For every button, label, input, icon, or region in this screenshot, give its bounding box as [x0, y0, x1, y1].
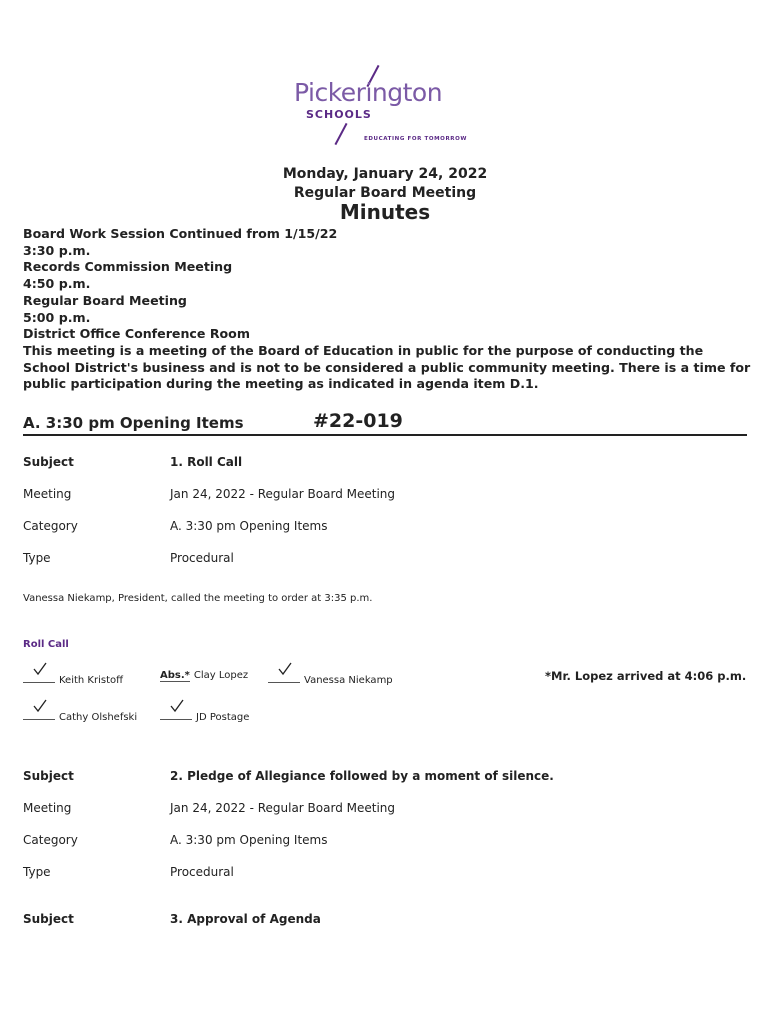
item2-category: A. 3:30 pm Opening Items [170, 833, 328, 847]
category-label: Category [23, 833, 78, 847]
check-icon [170, 699, 184, 713]
member-name: Keith Kristoff [59, 675, 124, 686]
section-number: #22-019 [313, 410, 403, 432]
logo-name: Pickerington [294, 78, 443, 107]
check-icon [33, 699, 47, 713]
item2-meeting: Jan 24, 2022 - Regular Board Meeting [170, 801, 396, 815]
logo-schools: SCHOOLS [306, 108, 372, 121]
roll-call-entry [23, 709, 137, 723]
member-name: Vanessa Niekamp [304, 675, 393, 686]
roll-call-entry [268, 672, 393, 686]
meeting-title: Regular Board Meeting [293, 185, 477, 201]
item1-subject: 1. Roll Call [170, 455, 243, 469]
meeting-label: Meeting [23, 801, 72, 815]
item1-category: A. 3:30 pm Opening Items [170, 519, 328, 533]
check-icon [278, 662, 292, 676]
logo-slash-bottom [334, 123, 347, 145]
item2-subject: 2. Pledge of Allegiance followed by a moment of silence. [170, 769, 554, 783]
meeting-label: Meeting [23, 487, 72, 501]
roll-call-entry [160, 709, 249, 723]
absent-mark: Abs.* [160, 670, 190, 681]
info-line: 3:30 p.m. [23, 242, 91, 258]
type-label: Type [23, 865, 51, 879]
info-line: Records Commission Meeting [23, 259, 233, 275]
logo-tagline: EDUCATING FOR TOMORROW [364, 136, 468, 142]
info-line: 5:00 p.m. [23, 309, 91, 325]
roll-call-entry [160, 670, 248, 682]
member-name: Cathy Olshefski [59, 712, 138, 723]
vote-blank [23, 709, 55, 720]
meeting-date: Monday, January 24, 2022 [282, 166, 488, 182]
minutes-heading: Minutes [339, 200, 431, 224]
subject-label: Subject [23, 912, 74, 926]
info-line: Board Work Session Continued from 1/15/22 [23, 226, 338, 241]
subject-label: Subject [23, 455, 74, 469]
info-line: 4:50 p.m. [23, 276, 91, 292]
check-icon [33, 662, 47, 676]
member-name: Clay Lopez [193, 670, 249, 681]
roll-call-title: Roll Call [23, 639, 69, 650]
vote-blank [23, 672, 55, 683]
meeting-info [23, 226, 753, 393]
item3-subject: 3. Approval of Agenda [170, 912, 321, 926]
item2-type: Procedural [170, 865, 234, 879]
district-logo [288, 60, 488, 150]
subject-label: Subject [23, 769, 74, 783]
member-name: JD Postage [196, 712, 250, 723]
call-to-order-note: Vanessa Niekamp, President, called the meeting to order at 3:35 p.m. [23, 593, 373, 604]
type-label: Type [23, 551, 51, 565]
meeting-statement: This meeting is a meeting of the Board of Education in public for the purpose of conducting the School District's business and is not to be considered a public community meeting. There is a time for public participation during the meeting as indicated in agenda item D.1. [23, 342, 751, 392]
info-line: Regular Board Meeting [23, 292, 187, 308]
item1-type: Procedural [170, 551, 234, 565]
section-header [23, 410, 747, 436]
info-line: District Office Conference Room [23, 326, 250, 342]
late-arrival-note: *Mr. Lopez arrived at 4:06 p.m. [545, 669, 747, 683]
roll-call-entry [23, 672, 123, 686]
vote-blank [160, 709, 192, 720]
category-label: Category [23, 519, 78, 533]
item1-meeting: Jan 24, 2022 - Regular Board Meeting [170, 487, 396, 501]
section-title: A. 3:30 pm Opening Items [23, 414, 244, 432]
vote-blank [268, 672, 300, 683]
